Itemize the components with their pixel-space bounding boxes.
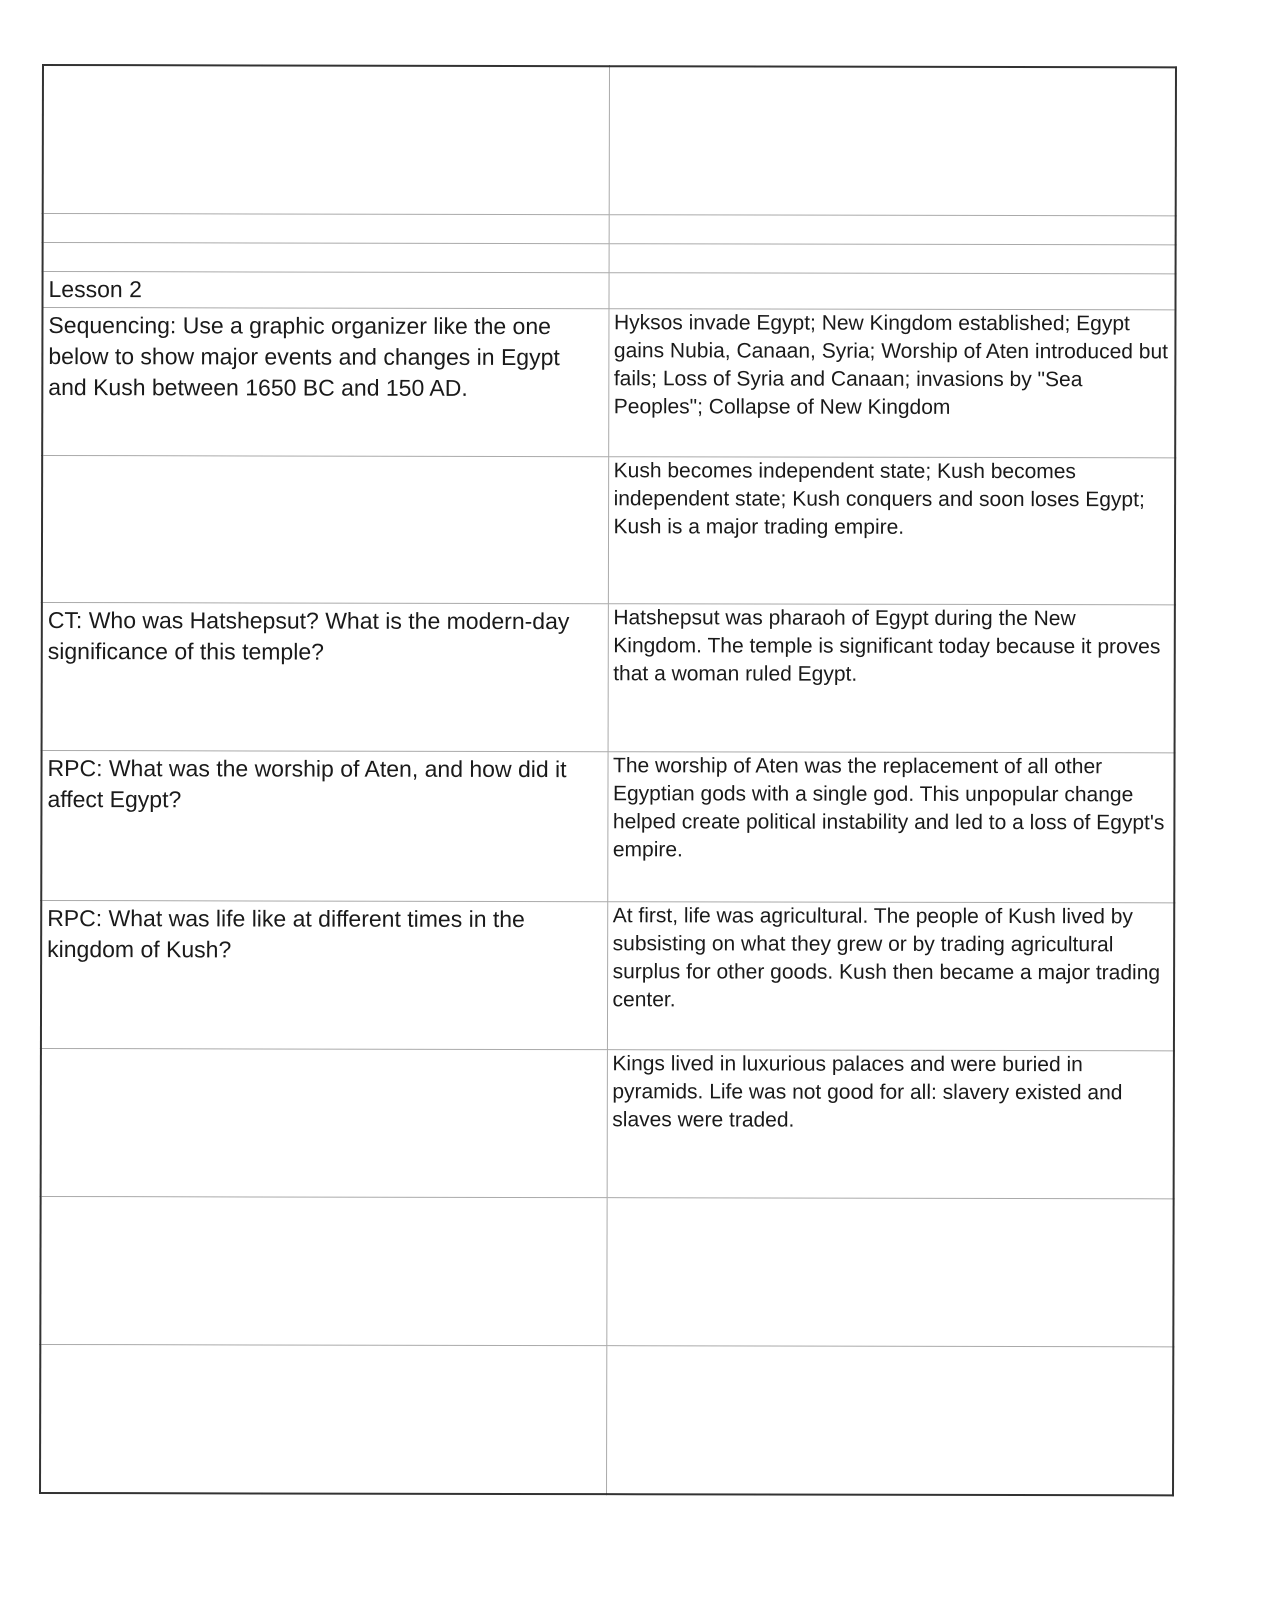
question-cell — [40, 1344, 606, 1494]
question-cell — [43, 242, 609, 272]
table-row — [43, 213, 1176, 244]
table-row — [40, 1344, 1173, 1495]
table-row — [42, 455, 1175, 604]
table-row — [43, 65, 1176, 215]
question-cell — [42, 455, 608, 603]
question-cell: RPC: What was life like at different times in the kingdom of Kush? — [41, 900, 607, 1049]
answer-cell — [609, 66, 1176, 215]
question-cell: CT: Who was Hatshepsut? What is the modern-day significance of this temple? — [42, 602, 608, 751]
answer-cell: At first, life was agricultural. The people of Kush lived by subsisting on what they grew or by trading agricultural surplus for other goods. Kush then became a major trading center. — [607, 901, 1174, 1050]
table-row — [41, 1048, 1174, 1198]
question-cell: Sequencing: Use a graphic organizer like the one below to show major events and changes in Egypt and Kush between 1650 BC and 150 AD. — [42, 307, 608, 456]
table-row — [41, 900, 1174, 1050]
table-row — [41, 750, 1174, 902]
worksheet-table — [39, 64, 1177, 1496]
question-cell: Lesson 2 — [42, 271, 608, 308]
table-row — [42, 271, 1175, 309]
answer-cell: Hatshepsut was pharaoh of Egypt during the New Kingdom. The temple is significant today because it proves that a woman ruled Egypt. — [608, 603, 1175, 752]
answer-cell — [606, 1197, 1173, 1346]
table-row — [40, 1196, 1173, 1346]
answer-cell: Kush becomes independent state; Kush becomes independent state; Kush conquers and soon loses Egypt; Kush is a major trading empire. — [608, 456, 1175, 604]
answer-cell: Hyksos invade Egypt; New Kingdom established; Egypt gains Nubia, Canaan, Syria; Worship of Aten introduced but fails; Loss of Syria and Canaan; invasions by "Sea Peoples"; Collapse of New Kingdom — [608, 308, 1175, 457]
answer-cell — [609, 243, 1176, 273]
question-cell — [43, 65, 609, 214]
answer-cell: Kings lived in luxurious palaces and were buried in pyramids. Life was not good for all: slavery existed and slaves were traded. — [607, 1049, 1174, 1198]
question-cell — [43, 213, 609, 243]
question-cell — [40, 1196, 606, 1345]
table-row — [42, 307, 1175, 457]
table-row — [42, 602, 1175, 752]
answer-cell — [608, 272, 1175, 309]
answer-cell — [606, 1345, 1173, 1495]
answer-cell: The worship of Aten was the replacement of all other Egyptian gods with a single god. This unpopular change helped create political instability and led to a loss of Egypt's empire. — [607, 751, 1174, 902]
answer-cell — [609, 214, 1176, 244]
table-row — [43, 242, 1176, 273]
question-cell — [41, 1048, 607, 1197]
question-cell: RPC: What was the worship of Aten, and how did it affect Egypt? — [41, 750, 607, 901]
